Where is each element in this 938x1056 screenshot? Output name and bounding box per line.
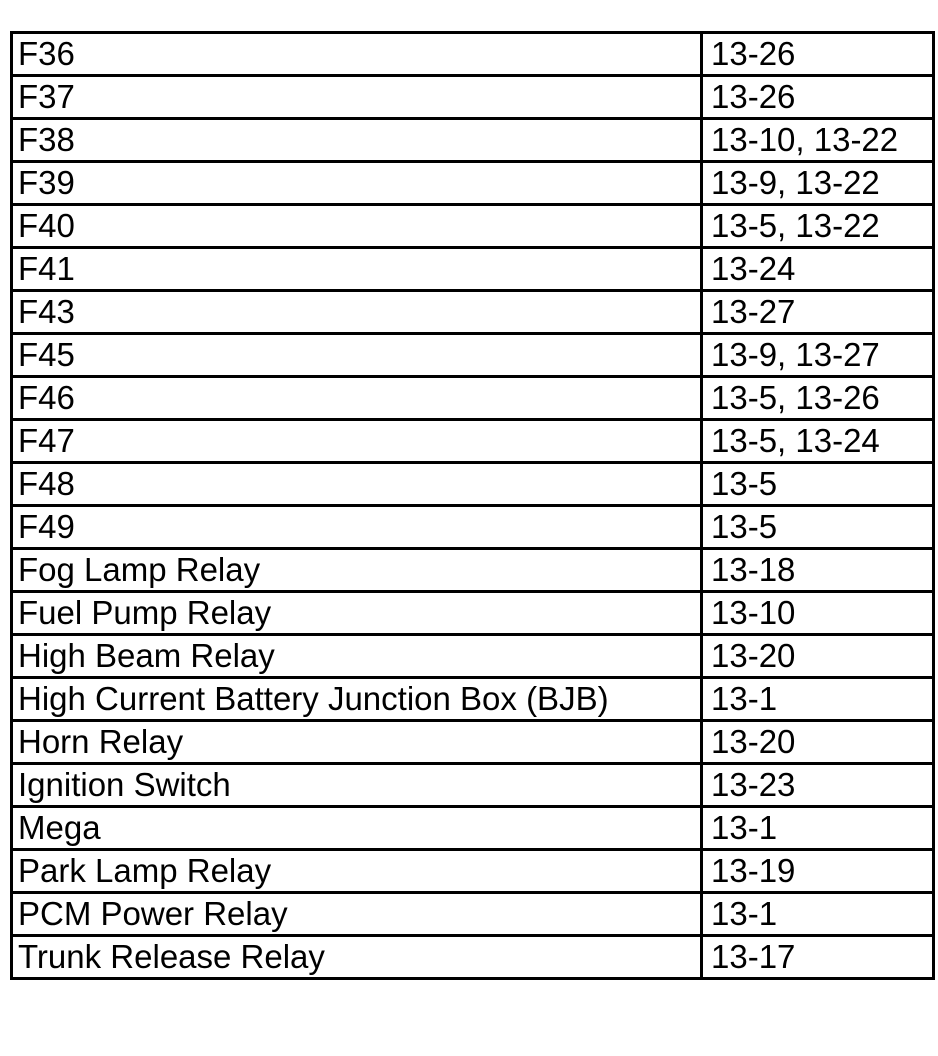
component-name-cell: F45 — [12, 334, 702, 377]
component-name-cell: F39 — [12, 162, 702, 205]
component-name-cell: Fog Lamp Relay — [12, 549, 702, 592]
component-name-cell: Ignition Switch — [12, 764, 702, 807]
table-row — [12, 420, 934, 463]
component-name-cell: Park Lamp Relay — [12, 850, 702, 893]
table-row — [12, 678, 934, 721]
component-name-cell: Fuel Pump Relay — [12, 592, 702, 635]
table-row — [12, 162, 934, 205]
page-reference-cell: 13-20 — [702, 721, 934, 764]
table-row — [12, 506, 934, 549]
component-index-table — [10, 31, 935, 980]
table-row — [12, 291, 934, 334]
page-reference-cell: 13-5 — [702, 463, 934, 506]
component-name-cell: Trunk Release Relay — [12, 936, 702, 979]
component-name-cell: F48 — [12, 463, 702, 506]
page-reference-cell: 13-5, 13-22 — [702, 205, 934, 248]
table-row — [12, 592, 934, 635]
component-name-cell: High Beam Relay — [12, 635, 702, 678]
component-index-table-container — [10, 31, 923, 980]
page-reference-cell: 13-18 — [702, 549, 934, 592]
table-row — [12, 205, 934, 248]
page-reference-cell: 13-5, 13-24 — [702, 420, 934, 463]
table-row — [12, 119, 934, 162]
page-reference-cell: 13-10 — [702, 592, 934, 635]
page-reference-cell: 13-9, 13-27 — [702, 334, 934, 377]
component-name-cell: High Current Battery Junction Box (BJB) — [12, 678, 702, 721]
table-row — [12, 377, 934, 420]
table-body — [12, 33, 934, 979]
component-name-cell: PCM Power Relay — [12, 893, 702, 936]
table-row — [12, 850, 934, 893]
page-reference-cell: 13-5, 13-26 — [702, 377, 934, 420]
component-name-cell: F43 — [12, 291, 702, 334]
table-row — [12, 635, 934, 678]
component-name-cell: F37 — [12, 76, 702, 119]
table-row — [12, 248, 934, 291]
component-name-cell: F49 — [12, 506, 702, 549]
page-reference-cell: 13-19 — [702, 850, 934, 893]
table-row — [12, 764, 934, 807]
table-row — [12, 721, 934, 764]
component-name-cell: F47 — [12, 420, 702, 463]
table-row — [12, 76, 934, 119]
table-row — [12, 463, 934, 506]
component-name-cell: Horn Relay — [12, 721, 702, 764]
component-name-cell: F41 — [12, 248, 702, 291]
component-name-cell: F36 — [12, 33, 702, 76]
table-row — [12, 549, 934, 592]
page-reference-cell: 13-26 — [702, 76, 934, 119]
page-reference-cell: 13-27 — [702, 291, 934, 334]
component-name-cell: Mega — [12, 807, 702, 850]
component-name-cell: F38 — [12, 119, 702, 162]
table-row — [12, 807, 934, 850]
table-row — [12, 33, 934, 76]
page-reference-cell: 13-17 — [702, 936, 934, 979]
page-reference-cell: 13-24 — [702, 248, 934, 291]
table-row — [12, 936, 934, 979]
page-reference-cell: 13-1 — [702, 807, 934, 850]
page-reference-cell: 13-10, 13-22 — [702, 119, 934, 162]
page-reference-cell: 13-23 — [702, 764, 934, 807]
page-reference-cell: 13-1 — [702, 678, 934, 721]
page-reference-cell: 13-20 — [702, 635, 934, 678]
table-row — [12, 334, 934, 377]
page-reference-cell: 13-1 — [702, 893, 934, 936]
page-reference-cell: 13-9, 13-22 — [702, 162, 934, 205]
page-reference-cell: 13-26 — [702, 33, 934, 76]
component-name-cell: F40 — [12, 205, 702, 248]
table-row — [12, 893, 934, 936]
page-reference-cell: 13-5 — [702, 506, 934, 549]
component-name-cell: F46 — [12, 377, 702, 420]
